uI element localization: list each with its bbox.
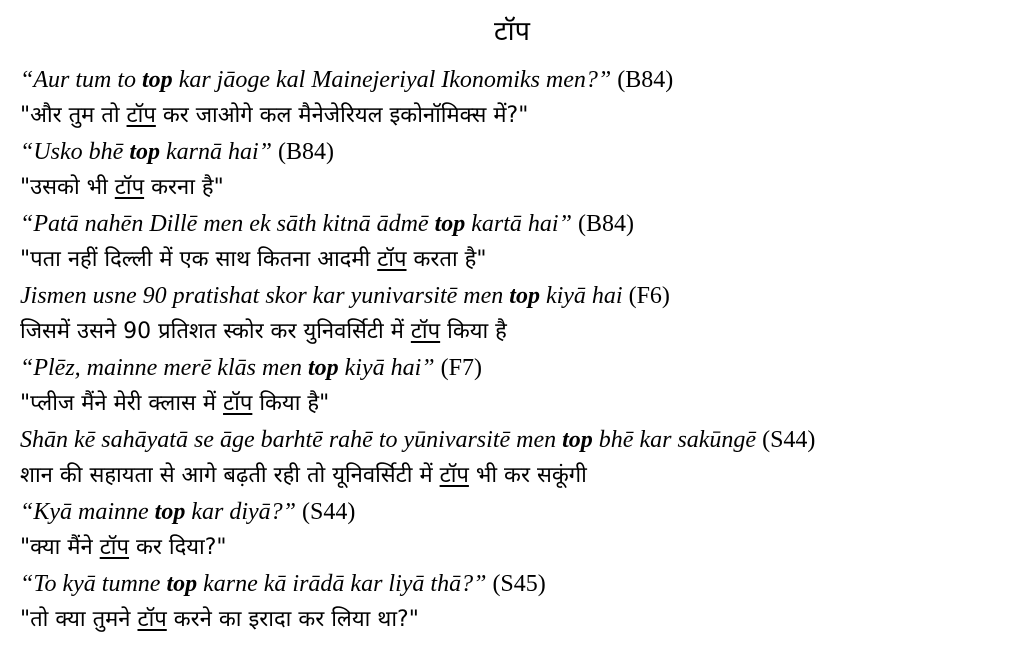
entry (20, 278, 1010, 350)
transliteration-before: “Plēz, mainne merē klās men (20, 355, 308, 381)
source-reference: (B84) (617, 67, 674, 93)
source-reference: (B84) (577, 211, 634, 237)
transliteration-line (20, 566, 1010, 602)
transliteration-before: “Kyā mainne (20, 499, 155, 525)
transliteration-before: “Usko bhē (20, 139, 130, 165)
transliteration-after: kar diyā?” (185, 499, 297, 525)
keyword-top: top (307, 355, 339, 381)
transliteration-before: “Aur tum to (20, 67, 143, 93)
entry (20, 134, 1010, 206)
devanagari-line (20, 602, 1010, 638)
transliteration-before: “Patā nahēn Dillē men ek sāth kitnā ādmē (20, 211, 435, 237)
entry (20, 206, 1010, 278)
keyword-top: top (129, 139, 160, 165)
keyword-devanagari: टॉप (410, 319, 441, 344)
keyword-devanagari: टॉप (99, 535, 129, 560)
devanagari-line (20, 98, 1010, 134)
devanagari-before: "तो क्या तुमने (20, 607, 138, 632)
transliteration-before: “To kyā tumne (20, 571, 167, 597)
keyword-top: top (166, 571, 198, 597)
keyword-top: top (434, 211, 466, 237)
devanagari-before: "उसको भी (20, 175, 115, 200)
transliteration-after: karnā hai” (160, 139, 273, 165)
transliteration-line (20, 422, 1010, 458)
devanagari-after: करने का इरादा कर लिया था?" (166, 607, 419, 632)
keyword-devanagari: टॉप (223, 391, 253, 416)
source-reference: (S44) (762, 427, 816, 453)
devanagari-before: "क्या मैंने (20, 535, 100, 560)
keyword-devanagari: टॉप (439, 463, 469, 488)
devanagari-after: कर दिया?" (129, 535, 227, 560)
transliteration-after: kartā hai” (465, 211, 572, 237)
page-title: टॉप (494, 16, 530, 47)
transliteration-line (20, 278, 1010, 314)
source-reference: (B84) (278, 139, 335, 165)
devanagari-line (20, 386, 1010, 422)
transliteration-line (20, 62, 1010, 98)
entry (20, 350, 1010, 422)
source-reference: (F7) (440, 355, 482, 381)
keyword-devanagari: टॉप (137, 607, 167, 632)
source-reference: (S45) (492, 571, 546, 597)
devanagari-before: "पता नहीं दिल्ली में एक साथ कितना आदमी (20, 247, 378, 272)
keyword-devanagari: टॉप (126, 103, 156, 128)
devanagari-line (20, 530, 1010, 566)
source-reference: (F6) (628, 283, 670, 309)
devanagari-before: शान की सहायता से आगे बढ़ती रही तो यूनिवर्सिटी में (20, 463, 440, 488)
keyword-top: top (562, 427, 593, 453)
transliteration-line (20, 350, 1010, 386)
transliteration-after: kiyā hai (539, 283, 623, 309)
transliteration-before: Shān kē sahāyatā se āge barhtē rahē to yūnivarsitē men (20, 427, 563, 453)
entry (20, 62, 1010, 134)
transliteration-after: karne kā irādā kar liyā thā?” (197, 571, 487, 597)
devanagari-line (20, 170, 1010, 206)
devanagari-before: "प्लीज मैंने मेरी क्लास में (20, 391, 224, 416)
keyword-devanagari: टॉप (114, 175, 145, 200)
devanagari-before: जिसमें उसने 90 प्रतिशत स्कोर कर युनिवर्सिटी में (20, 319, 411, 344)
devanagari-line (20, 458, 1010, 494)
entry (20, 566, 1010, 638)
keyword-top: top (142, 67, 173, 93)
devanagari-after: करना है" (144, 175, 224, 200)
devanagari-after: भी कर सकूंगी (468, 463, 587, 488)
transliteration-after: kiyā hai” (338, 355, 435, 381)
keyword-devanagari: टॉप (377, 247, 407, 272)
transliteration-line (20, 494, 1010, 530)
entry-list (20, 62, 1010, 638)
devanagari-after: करता है" (406, 247, 487, 272)
transliteration-after: kar jāoge kal Mainejeriyal Ikonomiks men?” (172, 67, 612, 93)
devanagari-after: किया है" (252, 391, 330, 416)
transliteration-line (20, 134, 1010, 170)
devanagari-line (20, 314, 1010, 350)
keyword-top: top (509, 283, 540, 309)
source-reference: (S44) (302, 499, 356, 525)
transliteration-before: Jismen usne 90 pratishat skor kar yunivarsitē men (20, 283, 510, 309)
devanagari-before: "और तुम तो (20, 103, 127, 128)
devanagari-after: किया है (440, 319, 507, 344)
transliteration-line (20, 206, 1010, 242)
keyword-top: top (154, 499, 186, 525)
devanagari-after: कर जाओगे कल मैनेजेरियल इकोनॉमिक्स में?" (155, 103, 529, 128)
transliteration-after: bhē kar sakūngē (592, 427, 757, 453)
entry (20, 422, 1010, 494)
devanagari-line (20, 242, 1010, 278)
entry (20, 494, 1010, 566)
